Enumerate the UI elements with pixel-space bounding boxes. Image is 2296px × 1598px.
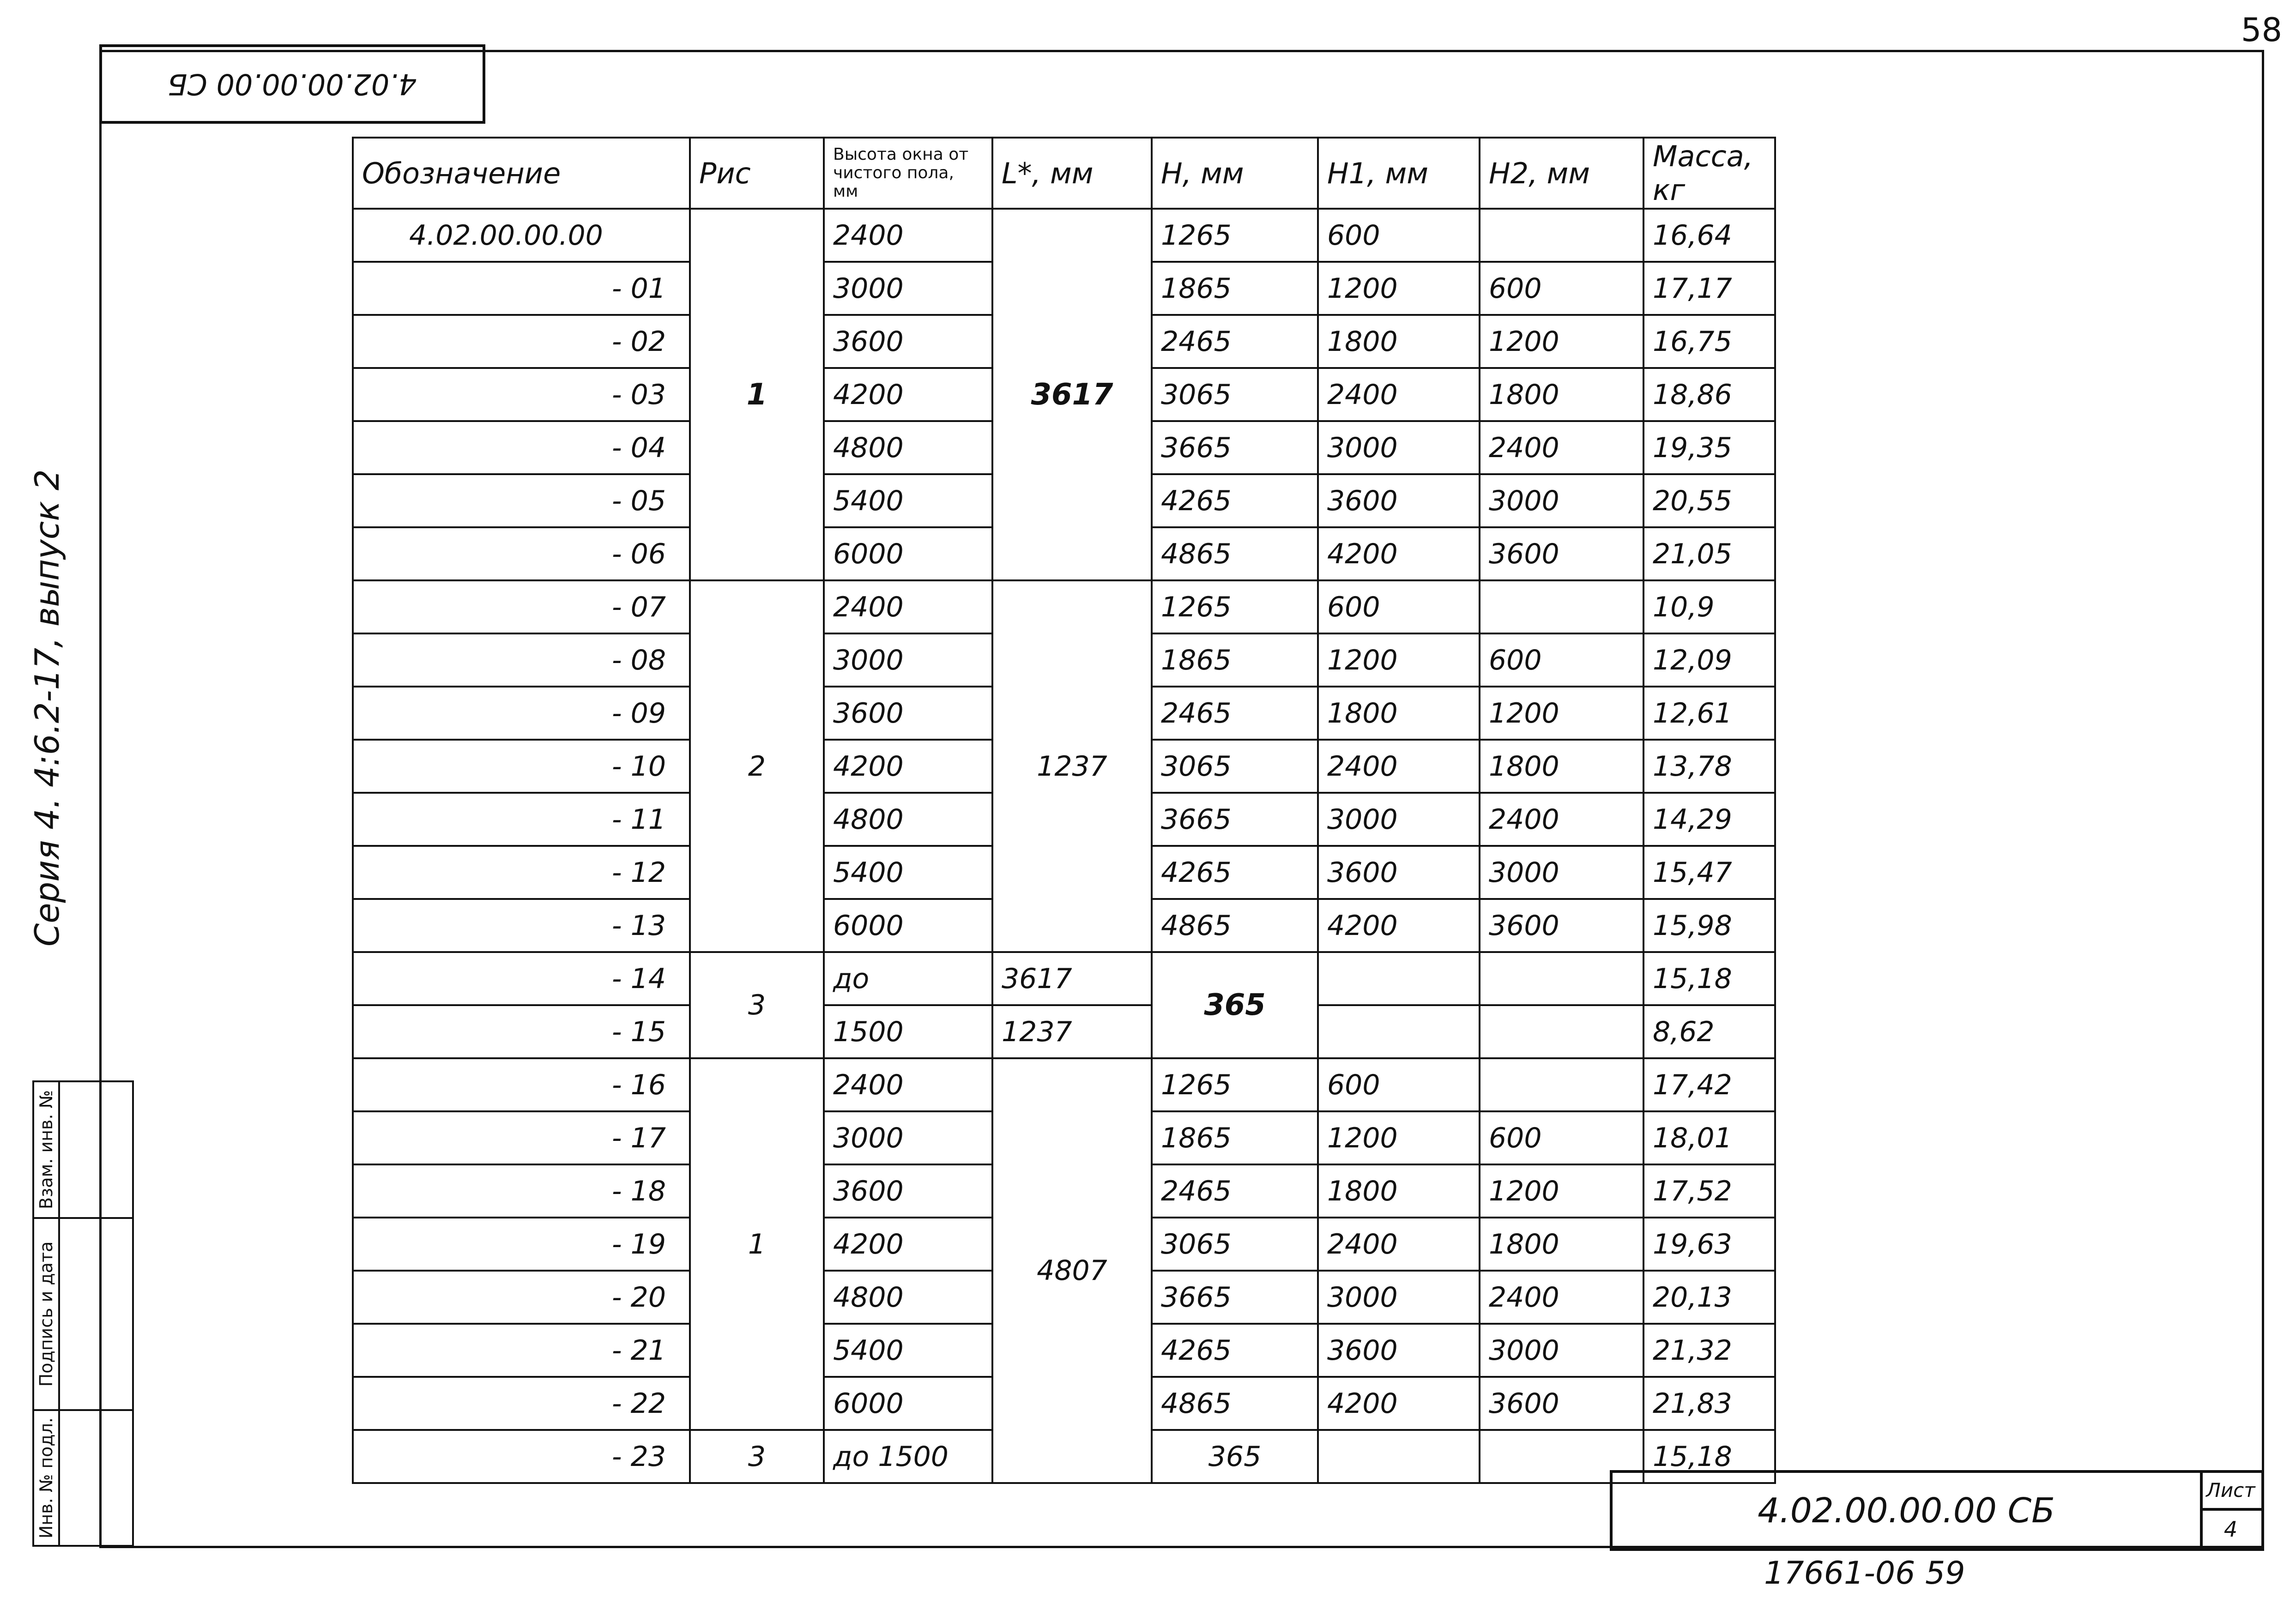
cell-designation: - 09 <box>353 687 690 740</box>
header-fig: Рис <box>690 138 824 209</box>
series-label: Серия 4. 4:6.2-17, выпуск 2 <box>28 469 66 947</box>
cell-h: 4865 <box>1152 1377 1318 1430</box>
cell-h1: 3600 <box>1318 1324 1480 1377</box>
cell-window-height: 2400 <box>824 209 992 262</box>
stamp-label-signature: Подпись и дата <box>36 1241 56 1387</box>
cell-fig-group-e: 3 <box>690 1430 824 1483</box>
cell-window-height: 3600 <box>824 315 992 368</box>
header-h: H, мм <box>1152 138 1318 209</box>
cell-h2: 1800 <box>1480 1218 1643 1271</box>
cell-mass: 21,05 <box>1643 527 1775 580</box>
cell-h1: 3600 <box>1318 846 1480 899</box>
cell-mass: 21,83 <box>1643 1377 1775 1430</box>
cell-designation: - 14 <box>353 952 690 1005</box>
cell-window-height: 1500 <box>824 1005 992 1058</box>
cell-designation: - 05 <box>353 474 690 527</box>
cell-mass: 12,09 <box>1643 633 1775 687</box>
cell-designation: - 07 <box>353 580 690 633</box>
cell-h2: 3000 <box>1480 474 1643 527</box>
cell-mass: 19,63 <box>1643 1218 1775 1271</box>
cell-h: 1865 <box>1152 633 1318 687</box>
cell-window-height: 3600 <box>824 1164 992 1218</box>
cell-h1: 2400 <box>1318 1218 1480 1271</box>
cell-designation: - 22 <box>353 1377 690 1430</box>
stamp-blank-inventory <box>58 1409 134 1547</box>
table-row <box>353 1005 1775 1058</box>
cell-mass: 18,01 <box>1643 1111 1775 1164</box>
cell-window-height: 4800 <box>824 1271 992 1324</box>
cell-h1: 600 <box>1318 580 1480 633</box>
cell-window-height: до <box>824 952 992 1005</box>
cell-mass: 16,64 <box>1643 209 1775 262</box>
cell-h1: 1800 <box>1318 687 1480 740</box>
cell-h1: 3000 <box>1318 421 1480 474</box>
approval-strip <box>32 1080 102 1547</box>
sheet-label: Лист <box>2200 1473 2261 1511</box>
cell-window-height: 3000 <box>824 633 992 687</box>
cell-h: 4865 <box>1152 899 1318 952</box>
cell-mass: 14,29 <box>1643 793 1775 846</box>
cell-h: 3065 <box>1152 740 1318 793</box>
cell-mass: 17,17 <box>1643 262 1775 315</box>
corner-code-text: 4.02.00.00.00 СБ <box>168 67 417 101</box>
cell-h2: 1800 <box>1480 368 1643 421</box>
cell-designation: - 23 <box>353 1430 690 1483</box>
cell-h1: 2400 <box>1318 368 1480 421</box>
cell-h: 1265 <box>1152 580 1318 633</box>
cell-h2: 1200 <box>1480 1164 1643 1218</box>
cell-window-height: 2400 <box>824 580 992 633</box>
cell-designation: - 19 <box>353 1218 690 1271</box>
cell-h2: 600 <box>1480 1111 1643 1164</box>
cell-h: 3665 <box>1152 793 1318 846</box>
page-number: 58 <box>2241 11 2282 49</box>
specification-table <box>352 137 1776 1484</box>
cell-window-height: 3000 <box>824 1111 992 1164</box>
cell-h: 2465 <box>1152 1164 1318 1218</box>
cell-h2: 3000 <box>1480 1324 1643 1377</box>
cell-mass: 21,32 <box>1643 1324 1775 1377</box>
cell-window-height: 4200 <box>824 740 992 793</box>
cell-mass: 15,47 <box>1643 846 1775 899</box>
cell-window-height: 2400 <box>824 1058 992 1111</box>
cell-designation: - 20 <box>353 1271 690 1324</box>
cell-window-height: 5400 <box>824 474 992 527</box>
cell-h2: 1200 <box>1480 687 1643 740</box>
cell-designation: - 16 <box>353 1058 690 1111</box>
cell-h1 <box>1318 1430 1480 1483</box>
cell-mass: 19,35 <box>1643 421 1775 474</box>
cell-h2: 1200 <box>1480 315 1643 368</box>
stamp-label-replace: Взам. инв. № <box>36 1090 56 1210</box>
cell-h2 <box>1480 1058 1643 1111</box>
cell-designation: 4.02.00.00.00 <box>353 209 690 262</box>
cell-l-c1: 3617 <box>992 952 1152 1005</box>
cell-mass: 17,52 <box>1643 1164 1775 1218</box>
stamp-label-inventory: Инв. № подл. <box>36 1417 56 1539</box>
cell-designation: - 15 <box>353 1005 690 1058</box>
cell-fig-group-d: 1 <box>690 1058 824 1430</box>
cell-fig-group-b: 2 <box>690 580 824 952</box>
header-h2: H2, мм <box>1480 138 1643 209</box>
stamp-cell-signature <box>32 1217 60 1411</box>
cell-designation: - 10 <box>353 740 690 793</box>
cell-h2: 3600 <box>1480 1377 1643 1430</box>
cell-l-group-a: 3617 <box>992 209 1152 580</box>
cell-h1: 3000 <box>1318 793 1480 846</box>
cell-window-height: 4200 <box>824 368 992 421</box>
cell-h: 4265 <box>1152 846 1318 899</box>
cell-h2: 2400 <box>1480 1271 1643 1324</box>
cell-h: 4265 <box>1152 1324 1318 1377</box>
cell-h2: 600 <box>1480 262 1643 315</box>
cell-h1: 600 <box>1318 209 1480 262</box>
cell-h1: 4200 <box>1318 1377 1480 1430</box>
cell-h: 3665 <box>1152 421 1318 474</box>
cell-designation: - 17 <box>353 1111 690 1164</box>
cell-mass: 20,55 <box>1643 474 1775 527</box>
cell-h1: 1800 <box>1318 1164 1480 1218</box>
cell-h2: 2400 <box>1480 421 1643 474</box>
cell-designation: - 08 <box>353 633 690 687</box>
cell-h1: 1200 <box>1318 262 1480 315</box>
cell-l-c2: 1237 <box>992 1005 1152 1058</box>
cell-designation: - 02 <box>353 315 690 368</box>
table-row <box>353 1058 1775 1111</box>
table-row <box>353 209 1775 262</box>
header-window-height: Высота окна от чистого пола, мм <box>824 138 992 209</box>
cell-window-height: 3600 <box>824 687 992 740</box>
cell-designation: - 01 <box>353 262 690 315</box>
table-header-row <box>353 138 1775 209</box>
cell-h: 365 <box>1152 1430 1318 1483</box>
cell-designation: - 21 <box>353 1324 690 1377</box>
cell-h1: 600 <box>1318 1058 1480 1111</box>
cell-mass: 8,62 <box>1643 1005 1775 1058</box>
cell-window-height: 6000 <box>824 1377 992 1430</box>
cell-designation: - 18 <box>353 1164 690 1218</box>
cell-mass: 10,9 <box>1643 580 1775 633</box>
header-designation: Обозначение <box>353 138 690 209</box>
cell-h-group-c: 365 <box>1152 952 1318 1058</box>
cell-h: 2465 <box>1152 687 1318 740</box>
cell-h: 1265 <box>1152 209 1318 262</box>
cell-window-height: до 1500 <box>824 1430 992 1483</box>
header-h1: H1, мм <box>1318 138 1480 209</box>
stamp-blank-signature <box>58 1217 134 1411</box>
cell-fig-group-a: 1 <box>690 209 824 580</box>
cell-designation: - 13 <box>353 899 690 952</box>
cell-h1: 4200 <box>1318 527 1480 580</box>
cell-l-group-b: 1237 <box>992 580 1152 952</box>
title-block-code: 4.02.00.00.00 СБ <box>1613 1473 2203 1548</box>
stamp-blank-replace <box>58 1080 134 1219</box>
cell-window-height: 5400 <box>824 1324 992 1377</box>
archive-number: 17661-06 59 <box>1764 1555 1965 1592</box>
cell-mass: 12,61 <box>1643 687 1775 740</box>
cell-l-group-d: 4807 <box>992 1058 1152 1483</box>
cell-mass: 16,75 <box>1643 315 1775 368</box>
cell-h2: 2400 <box>1480 793 1643 846</box>
header-mass: Масса, кг <box>1643 138 1775 209</box>
cell-mass: 15,98 <box>1643 899 1775 952</box>
cell-h: 1865 <box>1152 262 1318 315</box>
cell-window-height: 5400 <box>824 846 992 899</box>
cell-h2 <box>1480 952 1643 1005</box>
cell-h: 1265 <box>1152 1058 1318 1111</box>
cell-fig-group-c: 3 <box>690 952 824 1058</box>
cell-h2 <box>1480 209 1643 262</box>
cell-h2: 3000 <box>1480 846 1643 899</box>
cell-h1: 4200 <box>1318 899 1480 952</box>
stamp-cell-replace <box>32 1080 60 1219</box>
table-row <box>353 952 1775 1005</box>
cell-window-height: 6000 <box>824 899 992 952</box>
stamp-cell-inventory <box>32 1409 60 1547</box>
cell-designation: - 04 <box>353 421 690 474</box>
cell-h: 1865 <box>1152 1111 1318 1164</box>
cell-h1: 3600 <box>1318 474 1480 527</box>
cell-mass: 20,13 <box>1643 1271 1775 1324</box>
cell-h1 <box>1318 1005 1480 1058</box>
cell-window-height: 6000 <box>824 527 992 580</box>
cell-mass: 15,18 <box>1643 1430 1775 1483</box>
cell-window-height: 4800 <box>824 793 992 846</box>
cell-window-height: 3000 <box>824 262 992 315</box>
cell-mass: 17,42 <box>1643 1058 1775 1111</box>
cell-h: 3065 <box>1152 368 1318 421</box>
cell-designation: - 06 <box>353 527 690 580</box>
table-row <box>353 580 1775 633</box>
cell-h2: 3600 <box>1480 899 1643 952</box>
cell-mass: 13,78 <box>1643 740 1775 793</box>
cell-designation: - 03 <box>353 368 690 421</box>
corner-code-stamp <box>99 44 485 124</box>
cell-mass: 18,86 <box>1643 368 1775 421</box>
cell-designation: - 11 <box>353 793 690 846</box>
sheet-number: 4 <box>2223 1517 2238 1542</box>
cell-h: 4865 <box>1152 527 1318 580</box>
cell-h: 4265 <box>1152 474 1318 527</box>
title-block <box>1610 1470 2264 1551</box>
cell-h1: 1200 <box>1318 633 1480 687</box>
cell-mass: 15,18 <box>1643 952 1775 1005</box>
cell-h: 2465 <box>1152 315 1318 368</box>
cell-window-height: 4200 <box>824 1218 992 1271</box>
cell-h2: 1800 <box>1480 740 1643 793</box>
cell-h: 3665 <box>1152 1271 1318 1324</box>
cell-designation: - 12 <box>353 846 690 899</box>
cell-h1: 1200 <box>1318 1111 1480 1164</box>
cell-h2: 3600 <box>1480 527 1643 580</box>
cell-h2 <box>1480 1005 1643 1058</box>
cell-h1 <box>1318 952 1480 1005</box>
cell-h1: 3000 <box>1318 1271 1480 1324</box>
cell-h: 3065 <box>1152 1218 1318 1271</box>
cell-h2 <box>1480 580 1643 633</box>
cell-h1: 2400 <box>1318 740 1480 793</box>
cell-window-height: 4800 <box>824 421 992 474</box>
cell-h2: 600 <box>1480 633 1643 687</box>
cell-h1: 1800 <box>1318 315 1480 368</box>
header-l: L*, мм <box>992 138 1152 209</box>
